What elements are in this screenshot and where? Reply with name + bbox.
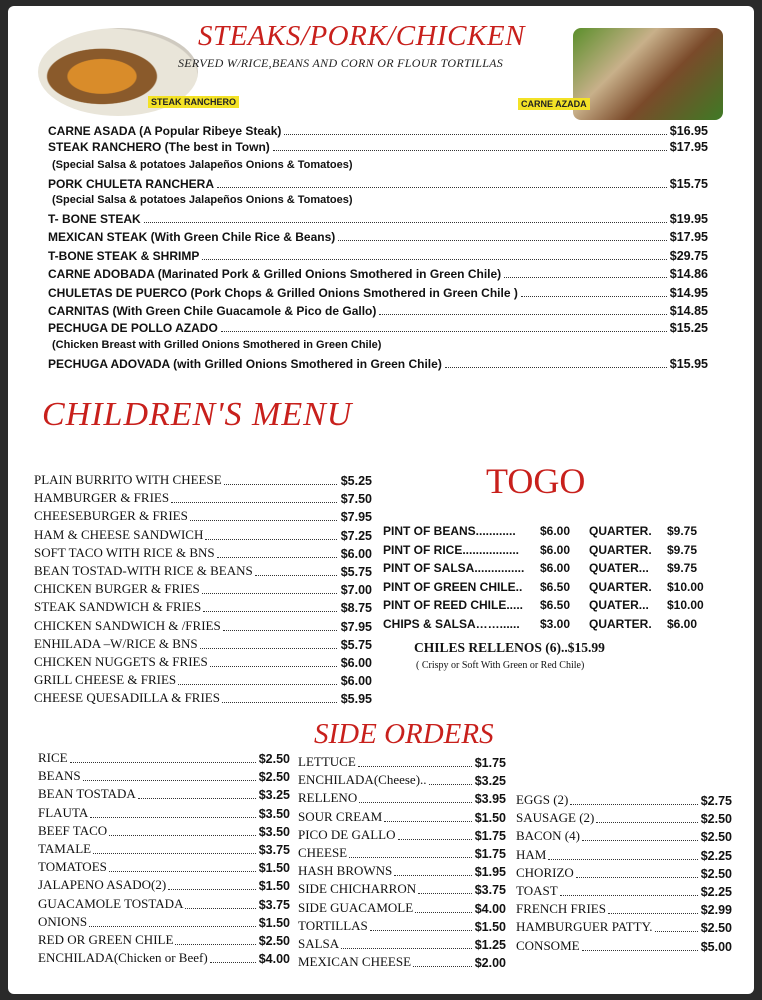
dot-leader [221,331,667,332]
togo-item-name: PINT OF SALSA............... [383,561,525,575]
side-item-name: BACON (4) [516,828,580,844]
side-item-price: $3.50 [258,824,290,839]
side-order-item [298,790,506,806]
dot-leader [168,889,256,890]
side-item-name: CHEESE [298,845,348,860]
steak-item-name: T-BONE STEAK & SHRIMP [48,249,200,263]
children-menu-title: CHILDREN'S MENU [42,396,353,433]
children-item-price: $6.00 [340,674,372,689]
dot-leader [596,822,697,823]
menu-page [8,6,754,994]
side-item-price: $1.75 [474,756,506,770]
steak-item-price: $15.75 [669,177,708,191]
children-item-price: $7.25 [340,528,372,543]
steak-item-name: CARNITAS (With Green Chile Guacamole & Pico de Gallo) [48,304,377,318]
dot-leader [217,187,667,188]
steak-item-name: PORK CHULETA RANCHERA [48,177,214,191]
side-order-item [298,900,506,916]
dot-leader [379,314,666,315]
steak-item [48,230,708,244]
side-item-price: $2.25 [700,848,732,863]
dot-leader [370,930,472,931]
side-item-price: $4.00 [258,952,290,967]
dot-leader [358,766,472,767]
side-order-item [38,823,290,839]
steak-ranchero-label: STEAK RANCHERO [148,96,239,108]
children-item-price: $5.75 [340,637,372,652]
side-item-name: HAM [516,846,547,862]
dot-leader [224,484,337,485]
side-item-price: $2.50 [258,770,290,785]
side-item-name: RICE [38,750,68,765]
steak-item-note: (Chicken Breast with Grilled Onions Smothered in Green Chile) [52,339,382,351]
carne-azada-photo [573,28,723,120]
children-menu-item [34,527,372,543]
children-item-price: $5.75 [340,565,372,579]
side-item-price: $1.75 [474,828,506,843]
side-item-name: MEXICAN CHEESE [298,954,412,970]
dot-leader [429,784,472,785]
children-item-name: BEAN TOSTAD-WITH RICE & BEANS [34,563,253,578]
dot-leader [582,840,698,841]
dot-leader [185,908,255,909]
children-menu-item [34,563,372,579]
steak-item-name: T- BONE STEAK [48,212,141,226]
side-order-item [38,932,290,948]
side-item-name: ONIONS [38,913,88,929]
side-item-name: RED OR GREEN CHILE [38,932,174,947]
side-item-price: $2.50 [700,866,732,881]
side-item-price: $1.50 [474,810,506,825]
side-item-name: HAMBURGUER PATTY. [516,919,653,935]
side-orders-title: SIDE ORDERS [314,718,494,750]
side-item-price: $3.25 [474,774,506,789]
dot-leader [222,702,337,703]
dot-leader [223,630,337,631]
dot-leader [655,931,698,932]
dot-leader [349,857,472,858]
children-menu-item [34,545,372,561]
side-order-item [38,768,290,784]
dot-leader [394,875,471,876]
side-order-item [516,865,732,881]
steak-item [48,124,708,138]
togo-item-price: $6.00 [540,561,571,575]
steak-item-price: $19.95 [669,212,708,226]
side-item-name: BEANS [38,768,81,784]
side-item-price: $3.75 [258,843,290,857]
dot-leader [418,893,472,894]
side-item-price: $2.50 [700,921,732,936]
side-item-price: $2.99 [700,903,732,918]
steaks-section-subtitle: SERVED W/RICE,BEANS AND CORN OR FLOUR TORTILLAS [178,56,504,70]
togo-item-price: $6.00 [540,542,571,557]
togo-item-price: $6.50 [540,579,571,594]
togo-item-quarter: QUATER... [589,598,649,612]
side-item-name: SIDE CHICHARRON [298,881,417,897]
children-menu-item [34,599,372,615]
side-item-price: $2.50 [258,752,290,766]
side-item-name: EGGS (2) [516,792,569,807]
dot-leader [570,804,697,805]
side-item-name: BEEF TACO [38,822,108,838]
side-order-item [298,863,506,879]
children-menu-item [34,672,372,688]
togo-item-name: PINT OF RICE................. [383,542,520,557]
togo-item-quarter: QUARTER. [589,524,652,538]
children-item-price: $6.00 [340,546,372,561]
dot-leader [138,798,256,799]
side-item-name: ENCHILADA(Cheese).. [298,772,427,788]
steak-item [48,286,708,300]
side-order-item [38,914,290,930]
togo-item-quarter: QUARTER. [589,542,652,557]
side-item-name: TOAST [516,883,558,898]
dot-leader [90,817,255,818]
dot-leader [200,648,337,649]
dot-leader [415,912,472,913]
dot-leader [341,948,472,949]
side-item-price: $2.25 [700,885,732,899]
dot-leader [608,913,698,914]
children-item-price: $6.00 [340,656,372,670]
side-item-name: SAUSAGE (2) [516,810,595,826]
dot-leader [210,666,337,667]
side-item-price: $5.00 [700,939,732,954]
steak-item-price: $17.95 [669,140,708,154]
togo-item-name: PINT OF BEANS............ [383,524,516,538]
side-order-item [38,950,290,966]
side-order-item [298,809,506,825]
children-item-price: $5.25 [340,474,372,488]
steak-item-price: $15.25 [669,321,708,335]
children-item-name: PLAIN BURRITO WITH CHEESE [34,472,222,487]
chiles-rellenos: CHILES RELLENOS (6)..$15.99 [414,640,605,655]
togo-item-price: $3.00 [540,616,571,631]
dot-leader [205,539,336,540]
dot-leader [217,557,337,558]
steak-item [48,140,708,154]
dot-leader [175,944,255,945]
side-item-name: SOUR CREAM [298,808,383,824]
dot-leader [560,895,698,896]
side-item-name: CHORIZO [516,864,574,880]
dot-leader [202,593,337,594]
dot-leader [93,853,256,854]
side-item-name: SIDE GUACAMOLE [298,899,414,915]
steak-item-name: STEAK RANCHERO (The best in Town) [48,140,270,154]
togo-item-quarter: QUATER... [589,561,649,575]
togo-item-name: PINT OF REED CHILE..... [383,598,524,612]
children-item-price: $8.75 [340,601,372,616]
children-item-price: $7.95 [340,510,372,525]
children-item-name: CHEESE QUESADILLA & FRIES [34,690,220,706]
children-item-price: $5.95 [340,692,372,707]
togo-item-quarter-price: $6.00 [667,616,698,631]
steak-item-price: $14.86 [669,267,708,281]
dot-leader [576,877,698,878]
dot-leader [210,962,256,963]
steak-item-name: PECHUGA ADOVADA (with Grilled Onions Smothered in Green Chile) [48,357,442,371]
togo-item-quarter-price: $10.00 [667,598,704,612]
side-item-name: BEAN TOSTADA [38,786,136,802]
dot-leader [273,150,667,151]
togo-item-quarter-price: $9.75 [667,524,698,538]
side-item-name: GUACAMOLE TOSTADA [38,895,184,911]
side-order-item [38,750,290,766]
side-order-item [516,883,732,899]
togo-item-name: PINT OF GREEN CHILE.. [383,579,523,594]
togo-item-quarter: QUARTER. [589,579,652,594]
dot-leader [109,835,256,836]
steak-item [48,357,708,371]
side-item-price: $1.95 [474,865,506,880]
dot-leader [413,966,472,967]
steak-item-price: $14.85 [669,304,708,318]
side-order-item [298,754,506,770]
dot-leader [202,259,666,260]
dot-leader [171,502,337,503]
children-item-name: HAM & CHEESE SANDWICH [34,526,204,542]
side-order-item [38,896,290,912]
dot-leader [178,684,337,685]
children-menu-item [34,508,372,524]
side-order-item [298,918,506,934]
side-item-price: $1.50 [258,861,290,876]
togo-item-name: CHIPS & SALSA……...... [383,616,520,631]
side-order-item [298,772,506,788]
children-item-price: $7.50 [340,492,372,507]
steak-item-price: $15.95 [669,357,708,371]
children-item-name: CHICKEN BURGER & FRIES [34,581,200,597]
side-order-item [298,881,506,897]
side-item-name: FRENCH FRIES [516,901,606,917]
side-order-item [516,938,732,954]
steaks-section-title: STEAKS/PORK/CHICKEN [198,20,525,52]
side-item-price: $2.50 [258,934,290,948]
side-item-price: $1.25 [474,938,506,952]
children-item-name: ENHILADA –W/RICE & BNS [34,635,198,651]
side-item-price: $2.75 [700,794,732,808]
steak-item-price: $17.95 [669,230,708,244]
side-order-item [516,792,732,808]
side-order-item [298,845,506,861]
side-item-name: SALSA [298,936,340,951]
dot-leader [89,926,256,927]
dot-leader [83,780,256,781]
dot-leader [203,611,337,612]
children-menu-item [34,618,372,634]
side-item-price: $1.50 [258,915,290,930]
side-order-item [516,919,732,935]
side-item-price: $3.25 [258,788,290,803]
dot-leader [398,839,472,840]
children-item-price: $7.95 [340,619,372,634]
children-item-name: CHICKEN NUGGETS & FRIES [34,654,208,669]
side-item-name: TAMALE [38,841,92,856]
side-order-item [298,827,506,843]
side-item-name: RELLENO [298,790,358,806]
side-order-item [298,954,506,970]
steak-item [48,321,708,335]
dot-leader [359,802,472,803]
dot-leader [521,296,667,297]
children-item-price: $7.00 [340,583,372,598]
children-menu-item [34,636,372,652]
togo-item-price: $6.00 [540,524,571,538]
side-order-item [38,859,290,875]
dot-leader [338,240,666,241]
side-item-price: $2.50 [700,830,732,845]
steak-item-price: $16.95 [669,124,708,138]
side-order-item [516,847,732,863]
dot-leader [109,871,256,872]
side-item-price: $3.75 [258,897,290,912]
side-item-price: $1.75 [474,847,506,861]
side-item-price: $3.75 [474,883,506,898]
side-order-item [38,841,290,857]
children-menu-item [34,490,372,506]
dot-leader [504,277,667,278]
togo-item-quarter-price: $9.75 [667,561,698,575]
children-menu-item [34,654,372,670]
children-menu-item [34,690,372,706]
dot-leader [445,367,667,368]
children-item-name: STEAK SANDWICH & FRIES [34,599,202,615]
steak-item-name: CARNE ASADA (A Popular Ribeye Steak) [48,124,282,138]
togo-item-quarter: QUARTER. [589,616,652,631]
togo-item-price: $6.50 [540,598,571,612]
side-order-item [38,877,290,893]
side-item-price: $2.50 [700,812,732,827]
children-item-name: GRILL CHEESE & FRIES [34,672,177,688]
children-item-name: SOFT TACO WITH RICE & BNS [34,544,215,560]
steak-item-note: (Special Salsa & potatoes Jalapeños Onions & Tomatoes) [52,194,353,206]
dot-leader [190,520,337,521]
side-order-item [38,805,290,821]
togo-item-quarter-price: $10.00 [667,579,704,594]
side-order-item [516,901,732,917]
children-item-name: CHEESEBURGER & FRIES [34,508,188,524]
steak-item [48,177,708,191]
dot-leader [70,762,256,763]
side-item-name: TOMATOES [38,859,107,875]
dot-leader [548,859,697,860]
side-order-item [298,936,506,952]
side-item-price: $3.50 [258,806,290,821]
dot-leader [582,950,698,951]
steak-item-price: $29.75 [669,249,708,263]
steak-item [48,212,708,226]
steak-item-name: CHULETAS DE PUERCO (Pork Chops & Grilled Onions Smothered in Green Chile ) [48,286,518,300]
side-item-name: PICO DE GALLO [298,826,396,842]
side-item-name: LETTUCE [298,754,356,769]
side-order-item [38,786,290,802]
togo-item-quarter-price: $9.75 [667,542,698,557]
side-item-name: FLAUTA [38,804,89,820]
side-item-price: $3.95 [474,792,506,807]
side-order-item [516,810,732,826]
steak-item [48,249,708,263]
children-item-name: CHICKEN SANDWICH & /FRIES [34,617,221,633]
steak-item-name: MEXICAN STEAK (With Green Chile Rice & Beans) [48,230,336,244]
side-item-price: $1.50 [474,919,506,934]
steak-item-name: CARNE ADOBADA (Marinated Pork & Grilled Onions Smothered in Green Chile) [48,267,502,281]
togo-title: TOGO [486,461,586,501]
carne-azada-label: CARNE AZADA [518,98,590,110]
side-item-price: $2.00 [474,956,506,971]
steak-item [48,267,708,281]
side-order-item [516,828,732,844]
side-item-name: TORTILLAS [298,917,368,933]
steak-item [48,304,708,318]
chiles-rellenos-note: ( Crispy or Soft With Green or Red Chile) [416,660,585,671]
children-menu-item [34,581,372,597]
steak-item-price: $14.95 [669,286,708,300]
dot-leader [255,575,337,576]
side-item-price: $1.50 [258,879,290,894]
dot-leader [284,134,666,135]
children-menu-item [34,472,372,488]
side-item-name: JALAPENO ASADO(2) [38,877,167,893]
side-item-name: HASH BROWNS [298,863,393,879]
children-item-name: HAMBURGER & FRIES [34,490,170,506]
steak-item-name: PECHUGA DE POLLO AZADO [48,321,218,335]
dot-leader [384,821,472,822]
side-item-name: CONSOME [516,937,580,953]
side-item-price: $4.00 [474,901,506,916]
side-item-name: ENCHILADA(Chicken or Beef) [38,950,208,966]
dot-leader [144,222,667,223]
steak-item-note: (Special Salsa & potatoes Jalapeños Onions & Tomatoes) [52,159,353,171]
